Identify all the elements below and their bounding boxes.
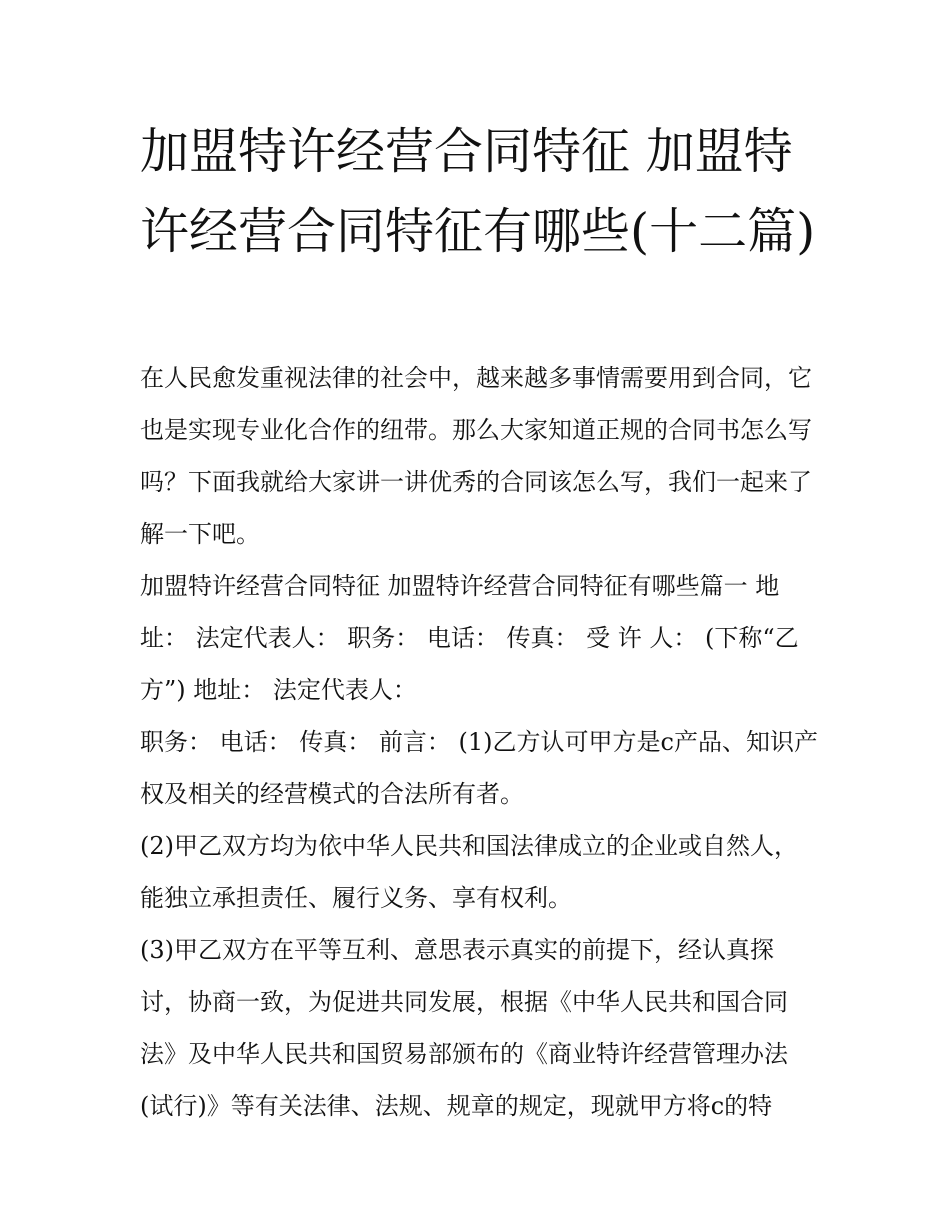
paragraph-preface-1: 职务： 电话： 传真： 前言： (1)乙方认可甲方是c产品、知识产权及相关的经营模式的合法所有者。 xyxy=(140,728,818,808)
document-title: 加盟特许经营合同特征 加盟特许经营合同特征有哪些(十二篇) xyxy=(140,123,816,260)
paragraph-parties: 加盟特许经营合同特征 加盟特许经营合同特征有哪些篇一 地址： 法定代表人： 职务： 电话： 传真： 受 许 人： (下称“乙方”) 地址： 法定代表人： xyxy=(140,572,799,704)
paragraph-intro: 在人民愈发重视法律的社会中，越来越多事情需要用到合同，它也是实现专业化合作的纽带。那么大家知道正规的合同书怎么写吗？下面我就给大家讲一讲优秀的合同该怎么写，我们一起来了解一下吧。 xyxy=(140,364,812,548)
paragraph-preface-3: (3)甲乙双方在平等互利、意思表示真实的前提下，经认真探讨，协商一致，为促进共同发展，根据《中华人民共和国合同法》及中华人民共和国贸易部颁布的《商业特许经营管理办法(试行)》等有关法律、法规、规章的规定，现就甲方将c的特 xyxy=(140,936,788,1120)
paragraph-preface-2: (2)甲乙双方均为依中华人民共和国法律成立的企业或自然人，能独立承担责任、履行义务、享有权利。 xyxy=(140,832,798,912)
document-body xyxy=(140,352,820,1132)
